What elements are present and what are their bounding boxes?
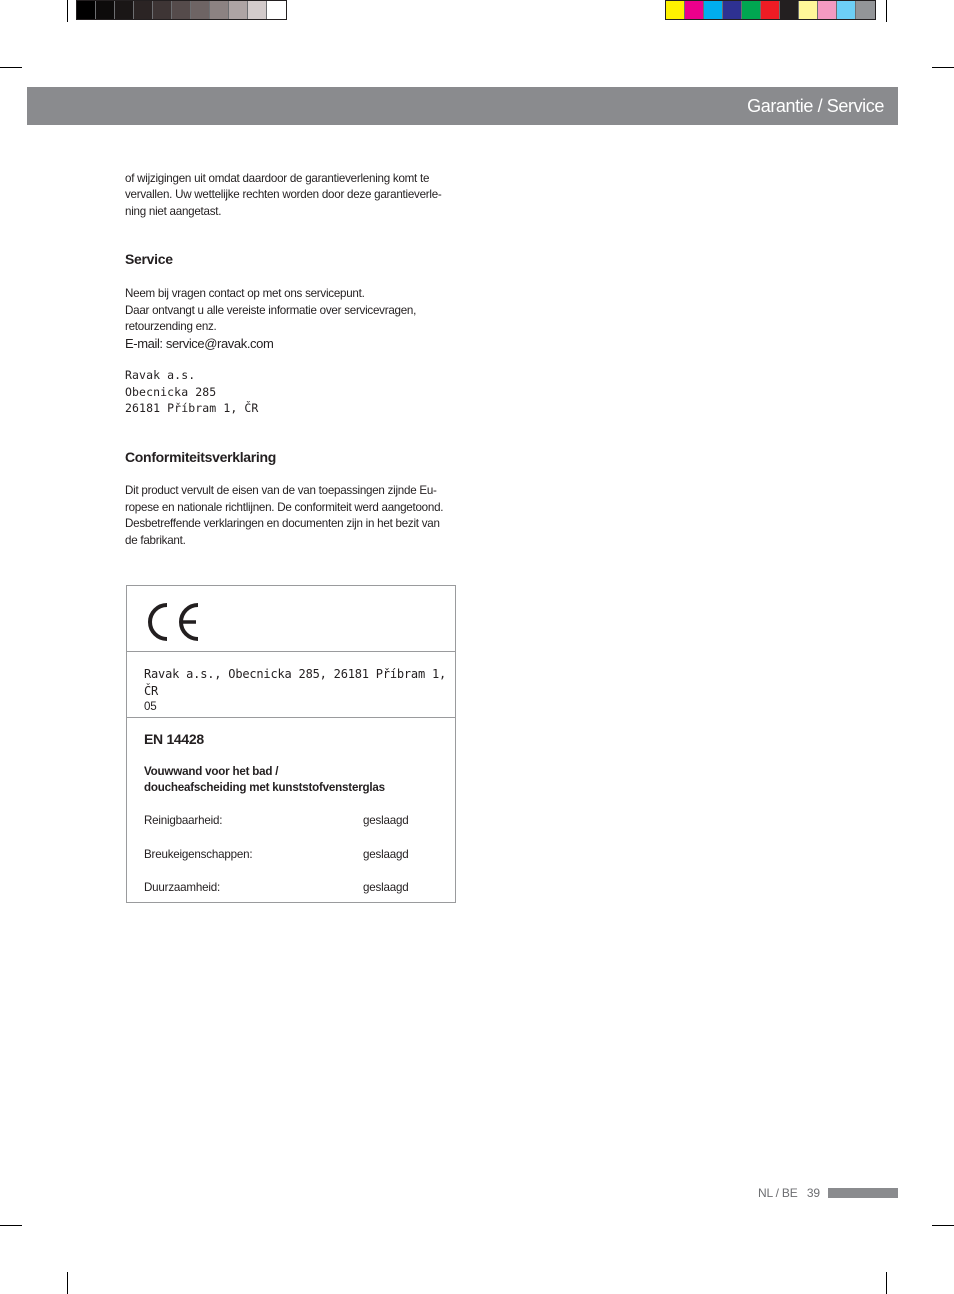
color-swatch [191, 1, 210, 19]
text-line: Daar ontvangt u alle vereiste informatie over servicevragen, [125, 303, 417, 317]
grayscale-color-bar [76, 0, 287, 20]
divider [127, 651, 455, 652]
footer-bar [828, 1188, 898, 1198]
page-number: 39 [806, 1186, 820, 1200]
divider [127, 717, 455, 718]
crop-mark [0, 67, 22, 68]
address-line: Ravak a.s. [125, 368, 196, 383]
text-line: ropese en nationale richtlijnen. De conformiteit werd aangetoond. [125, 500, 444, 514]
ce-label [126, 585, 456, 903]
color-swatch [856, 1, 875, 19]
color-swatch [77, 1, 96, 19]
header-tab [27, 87, 67, 125]
property-value: geslaagd [363, 848, 409, 861]
color-swatch [153, 1, 172, 19]
property-value: geslaagd [363, 881, 409, 894]
text-line: of wijzigingen uit omdat daardoor de garantieverlening komt te [125, 172, 430, 185]
color-swatch [115, 1, 134, 19]
address-line: 26181 Příbram 1, ČR [125, 401, 259, 416]
color-swatch [229, 1, 248, 19]
color-swatch [666, 1, 685, 19]
page-footer [758, 1186, 820, 1200]
ce-year: 05 [144, 700, 157, 713]
color-swatch [96, 1, 115, 19]
conformity-heading: Conformiteitsverklaring [125, 449, 277, 465]
text-line: Dit product vervult de eisen van de van toepassingen zijnde Eu- [125, 484, 437, 498]
color-swatch [742, 1, 761, 19]
conformity-section [125, 449, 460, 549]
crop-mark [67, 0, 68, 22]
color-swatch [134, 1, 153, 19]
color-swatch [704, 1, 723, 19]
address-line: Obecnicka 285 [125, 384, 217, 399]
color-swatch [723, 1, 742, 19]
ce-mark-icon [144, 601, 202, 643]
property-label: Duurzaamheid: [144, 881, 221, 894]
page-title: Garantie / Service [747, 96, 884, 116]
ce-standard: EN 14428 [144, 731, 204, 747]
text-line: ning niet aangetast. [125, 204, 222, 218]
service-heading: Service [125, 251, 173, 267]
text-line: Desbetreffende verklaringen en documenten zijn in het bezit van [125, 517, 440, 531]
crop-mark [932, 1225, 954, 1226]
color-swatch [685, 1, 704, 19]
color-swatch [248, 1, 267, 19]
property-label: Reinigbaarheid: [144, 814, 223, 827]
crop-mark [0, 1225, 22, 1226]
ce-product-line: doucheafscheiding met kunststofvensterglas [144, 781, 385, 794]
process-color-bar [665, 0, 876, 20]
property-value: geslaagd [363, 814, 409, 827]
crop-mark [67, 1272, 68, 1294]
property-label: Breukeigenschappen: [144, 848, 253, 861]
crop-mark [932, 67, 954, 68]
text-line: Neem bij vragen contact op met ons servicepunt. [125, 287, 365, 301]
color-swatch [799, 1, 818, 19]
crop-mark [886, 0, 887, 22]
footer-locale: NL / BE [758, 1186, 798, 1200]
intro-paragraph [125, 171, 460, 220]
color-swatch [210, 1, 229, 19]
crop-mark [886, 1272, 887, 1294]
ce-product-line: Vouwwand voor het bad / [144, 765, 279, 778]
color-swatch [780, 1, 799, 19]
color-swatch [837, 1, 856, 19]
color-swatch [267, 1, 286, 19]
service-section [125, 251, 460, 417]
text-line: de fabrikant. [125, 533, 186, 547]
color-swatch [818, 1, 837, 19]
text-line: vervallen. Uw wettelijke rechten worden door deze garantieverle- [125, 188, 442, 202]
text-line: retourzending enz. [125, 320, 217, 334]
color-swatch [172, 1, 191, 19]
ce-manufacturer: Ravak a.s., Obecnicka 285, 26181 Příbram 1, ČR [144, 667, 447, 698]
color-swatch [761, 1, 780, 19]
service-email: E-mail: service@ravak.com [125, 335, 274, 351]
